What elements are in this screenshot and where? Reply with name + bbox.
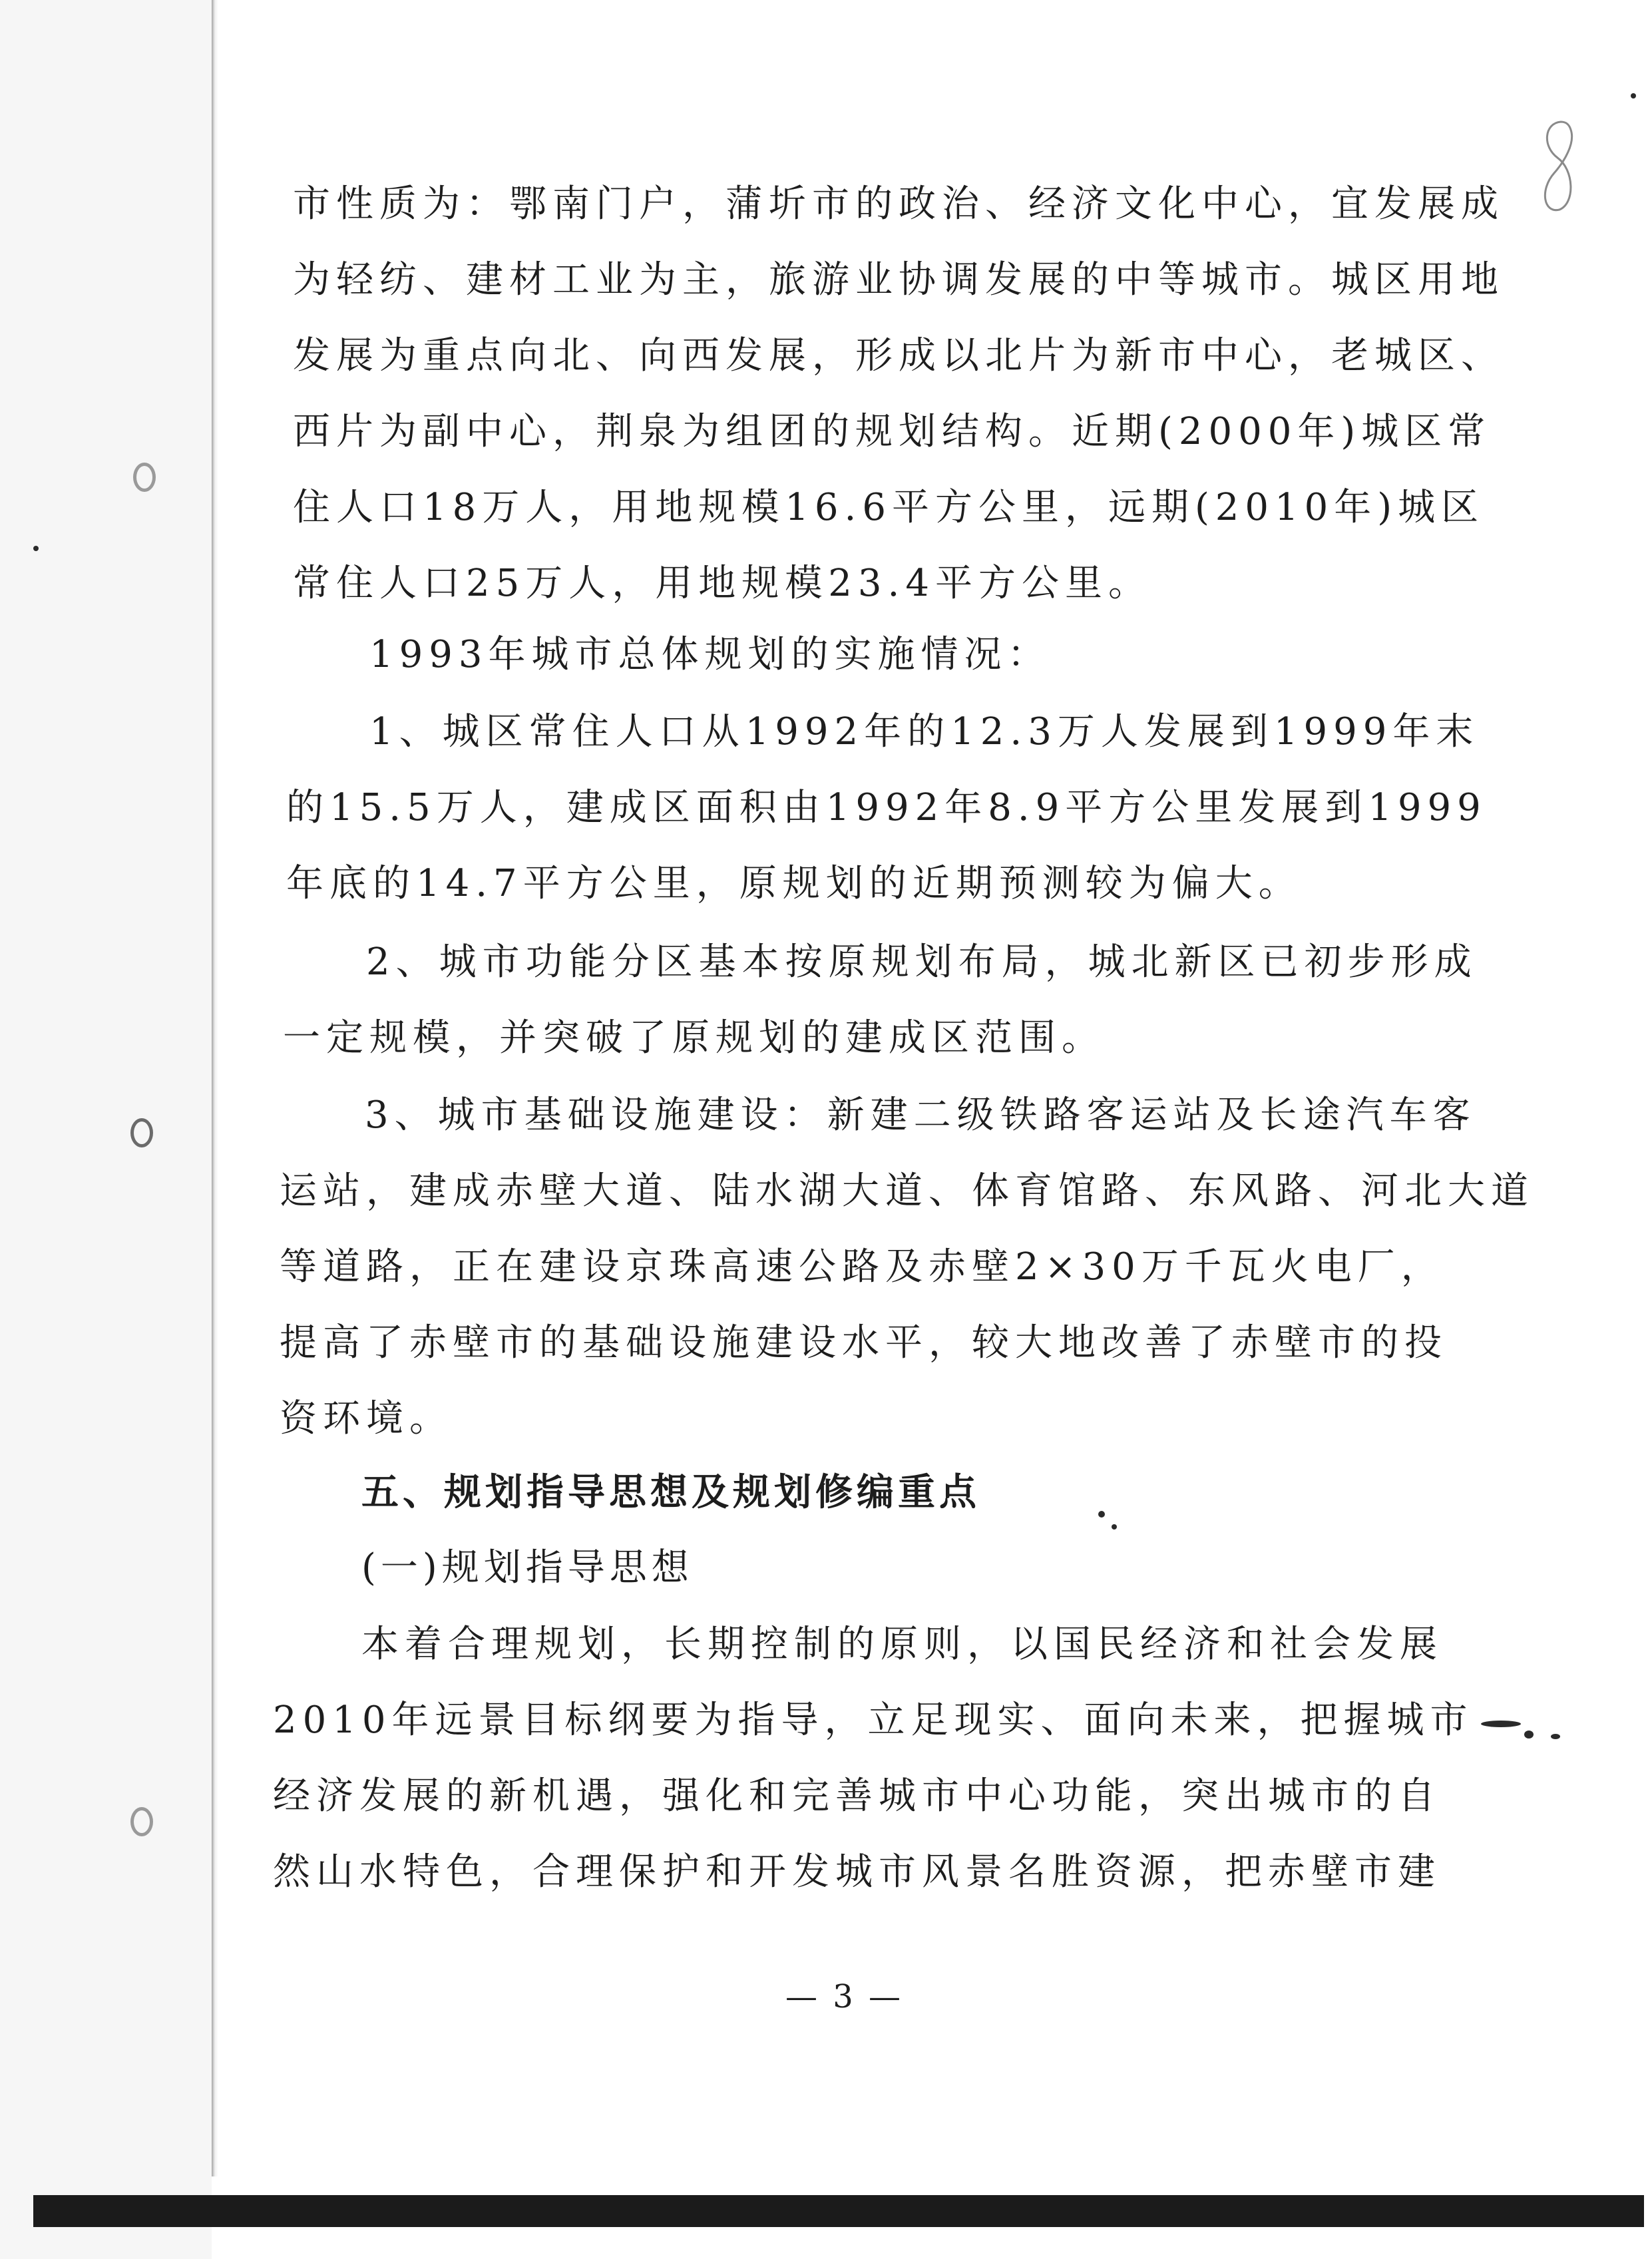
- body-line: 的15.5万人，建成区面积由1992年8.9平方公里发展到1999: [286, 786, 1487, 829]
- body-line: 提高了赤壁市的基础设施建设水平，较大地改善了赤壁市的投: [280, 1321, 1448, 1364]
- subsection-heading: (一)规划指导思想: [361, 1546, 694, 1589]
- body-line: 发展为重点向北、向西发展，形成以北片为新市中心，老城区、: [293, 334, 1504, 377]
- binding-hole: [130, 1807, 153, 1836]
- scan-speck: [1112, 1524, 1117, 1530]
- body-line: 常住人口25万人，用地规模23.4平方公里。: [293, 562, 1151, 605]
- body-line: 然山水特色，合理保护和开发城市风景名胜资源，把赤壁市建: [273, 1850, 1441, 1894]
- body-line: 住人口18万人，用地规模16.6平方公里，远期(2010年)城区: [293, 486, 1485, 529]
- body-line: 为轻纺、建材工业为主，旅游业协调发展的中等城市。城区用地: [293, 258, 1504, 302]
- page-fold-shadow: [212, 0, 218, 2176]
- section-heading: 五、规划指导思想及规划修编重点: [361, 1471, 980, 1514]
- body-line: 年底的14.7平方公里，原规划的近期预测较为偏大。: [286, 862, 1302, 905]
- body-line: 经济发展的新机遇，强化和完善城市中心功能，突出城市的自: [273, 1774, 1441, 1818]
- binding-hole: [133, 463, 156, 492]
- scan-speck: [1524, 1731, 1534, 1739]
- body-line: 3、城市基础设施建设：新建二级铁路客运站及长途汽车客: [365, 1094, 1476, 1137]
- body-line: 本着合理规划，长期控制的原则，以国民经济和社会发展: [361, 1623, 1443, 1666]
- body-line: 2010年远景目标纲要为指导，立足现实、面向未来，把握城市: [273, 1699, 1474, 1742]
- body-line: 1、城区常住人口从1992年的12.3万人发展到1999年末: [369, 710, 1480, 753]
- scan-speck: [33, 546, 39, 551]
- body-line: 1993年城市总体规划的实施情况：: [369, 633, 1051, 676]
- body-line: 2、城市功能分区基本按原规划布局，城北新区已初步形成: [366, 940, 1478, 984]
- scan-speck: [1481, 1721, 1521, 1727]
- scan-speck: [1098, 1511, 1105, 1518]
- body-line: 西片为副中心，荆泉为组团的规划结构。近期(2000年)城区常: [293, 410, 1492, 453]
- scan-speck: [1631, 93, 1636, 99]
- body-line: 市性质为：鄂南门户，蒲圻市的政治、经济文化中心，宜发展成: [293, 182, 1504, 226]
- body-line: 一定规模，并突破了原规划的建成区范围。: [283, 1016, 1105, 1060]
- page-number: — 3 —: [785, 1978, 904, 2015]
- scan-bottom-border: [33, 2195, 1644, 2227]
- scan-speck: [1551, 1734, 1560, 1739]
- body-line: 资环境。: [280, 1397, 453, 1440]
- binding-hole: [130, 1118, 153, 1147]
- body-line: 等道路，正在建设京珠高速公路及赤壁2×30万千瓦火电厂，: [280, 1245, 1444, 1289]
- handwritten-page-mark: [1534, 116, 1581, 216]
- body-line: 运站，建成赤壁大道、陆水湖大道、体育馆路、东风路、河北大道: [280, 1169, 1534, 1213]
- scan-margin: [0, 0, 212, 2259]
